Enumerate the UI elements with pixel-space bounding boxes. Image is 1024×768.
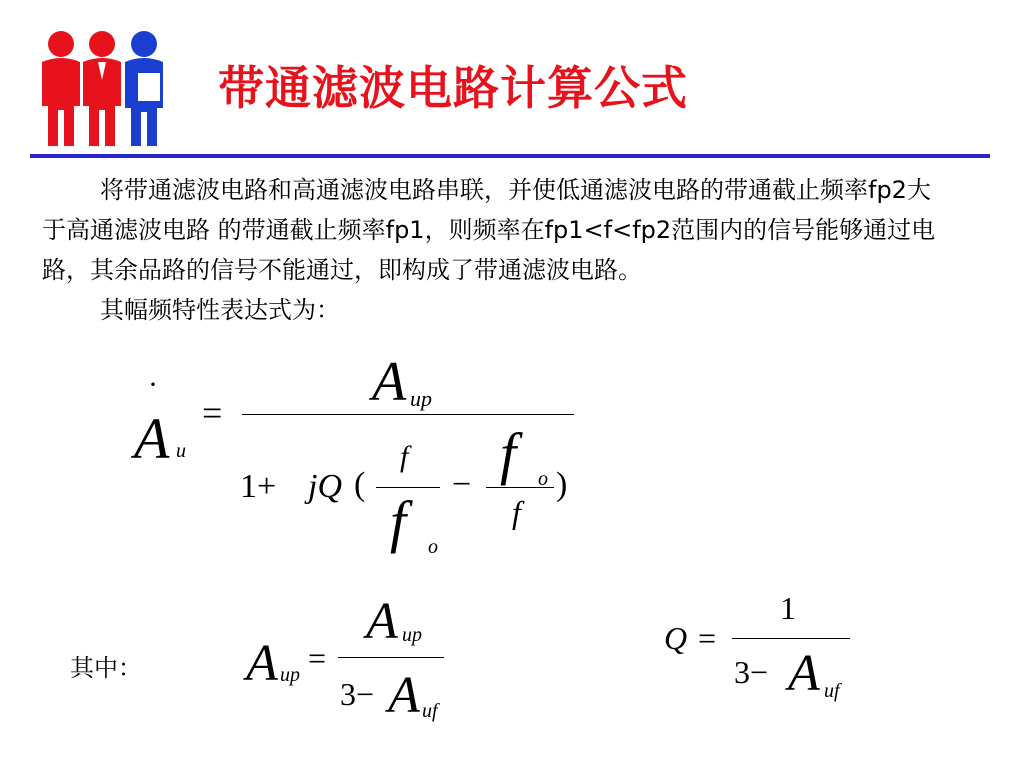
formula-main-inner-num-f0-sub: o xyxy=(538,468,548,490)
formula-q-fraction-bar xyxy=(732,638,850,639)
formula-q-numerator: 1 xyxy=(780,590,796,626)
intro-paragraph-2: 其幅频特性表达式为： xyxy=(100,296,340,324)
formula-q-den-prefix: 3− xyxy=(734,654,769,690)
intro-paragraph-1: 将带通滤波电路和高通滤波电路串联，并使低通滤波电路的带通截止频率fp2大于高通滤波电路 的带通截止频率fp1，则频率在fp1<f<fp2范围内的信号能够通过电路，其余品路的信号不能通过，即构成了带通滤波电路。 xyxy=(42,176,936,284)
formula-main-numerator: A xyxy=(372,351,407,413)
formula-aup-equals: = xyxy=(308,640,327,676)
formula-aup-lhs-sub: up xyxy=(280,664,300,686)
formula-main-lhs-sub: u xyxy=(176,440,186,462)
formula-main-inner-den-f: f xyxy=(512,494,521,530)
intro-text xyxy=(42,170,942,330)
formula-main-lhs: A xyxy=(134,406,170,471)
formula-aup-den-var: A xyxy=(388,667,420,724)
formula-main-inner-num-f0: f xyxy=(500,421,517,486)
formula-main-den-prefix: 1+ xyxy=(240,468,277,505)
title-divider xyxy=(30,154,990,158)
dot-accent: · xyxy=(148,368,158,401)
where-label: 其中： xyxy=(70,654,142,682)
inner-fraction-bar-1 xyxy=(376,487,440,488)
formula-q-den-var: A xyxy=(788,645,820,702)
formula-aup-numerator-sub: up xyxy=(402,624,422,646)
formula-main-jq: jQ xyxy=(308,468,342,505)
formula-q-equals: = xyxy=(698,620,717,656)
formula-main-equals: = xyxy=(202,393,223,433)
page-title: 带通滤波电路计算公式 xyxy=(218,61,688,115)
formula-main-paren-close: ) xyxy=(556,466,568,503)
formula-aup-numerator: A xyxy=(366,593,398,650)
formula-aup-lhs: A xyxy=(246,635,278,692)
people-logo-icon xyxy=(36,28,176,148)
formula-q-den-sub: uf xyxy=(824,680,840,702)
formula-aup-fraction-bar xyxy=(338,657,444,658)
formula-main-inner-den-f0-sub: o xyxy=(428,536,438,558)
formula-main-inner-den-f0: f xyxy=(390,489,407,554)
formula-q-lhs: Q xyxy=(664,620,688,656)
formula-main-paren-open: ( xyxy=(354,466,366,503)
formula-aup-den-sub: uf xyxy=(422,700,438,722)
formula-main-inner-num-f: f xyxy=(400,440,409,473)
formula-main-numerator-sub: up xyxy=(410,386,432,411)
formula-main-fraction-bar xyxy=(242,414,574,415)
inner-fraction-bar-2 xyxy=(486,487,554,488)
formula-aup-den-prefix: 3− xyxy=(340,676,375,712)
formula-main-minus: − xyxy=(452,466,472,503)
